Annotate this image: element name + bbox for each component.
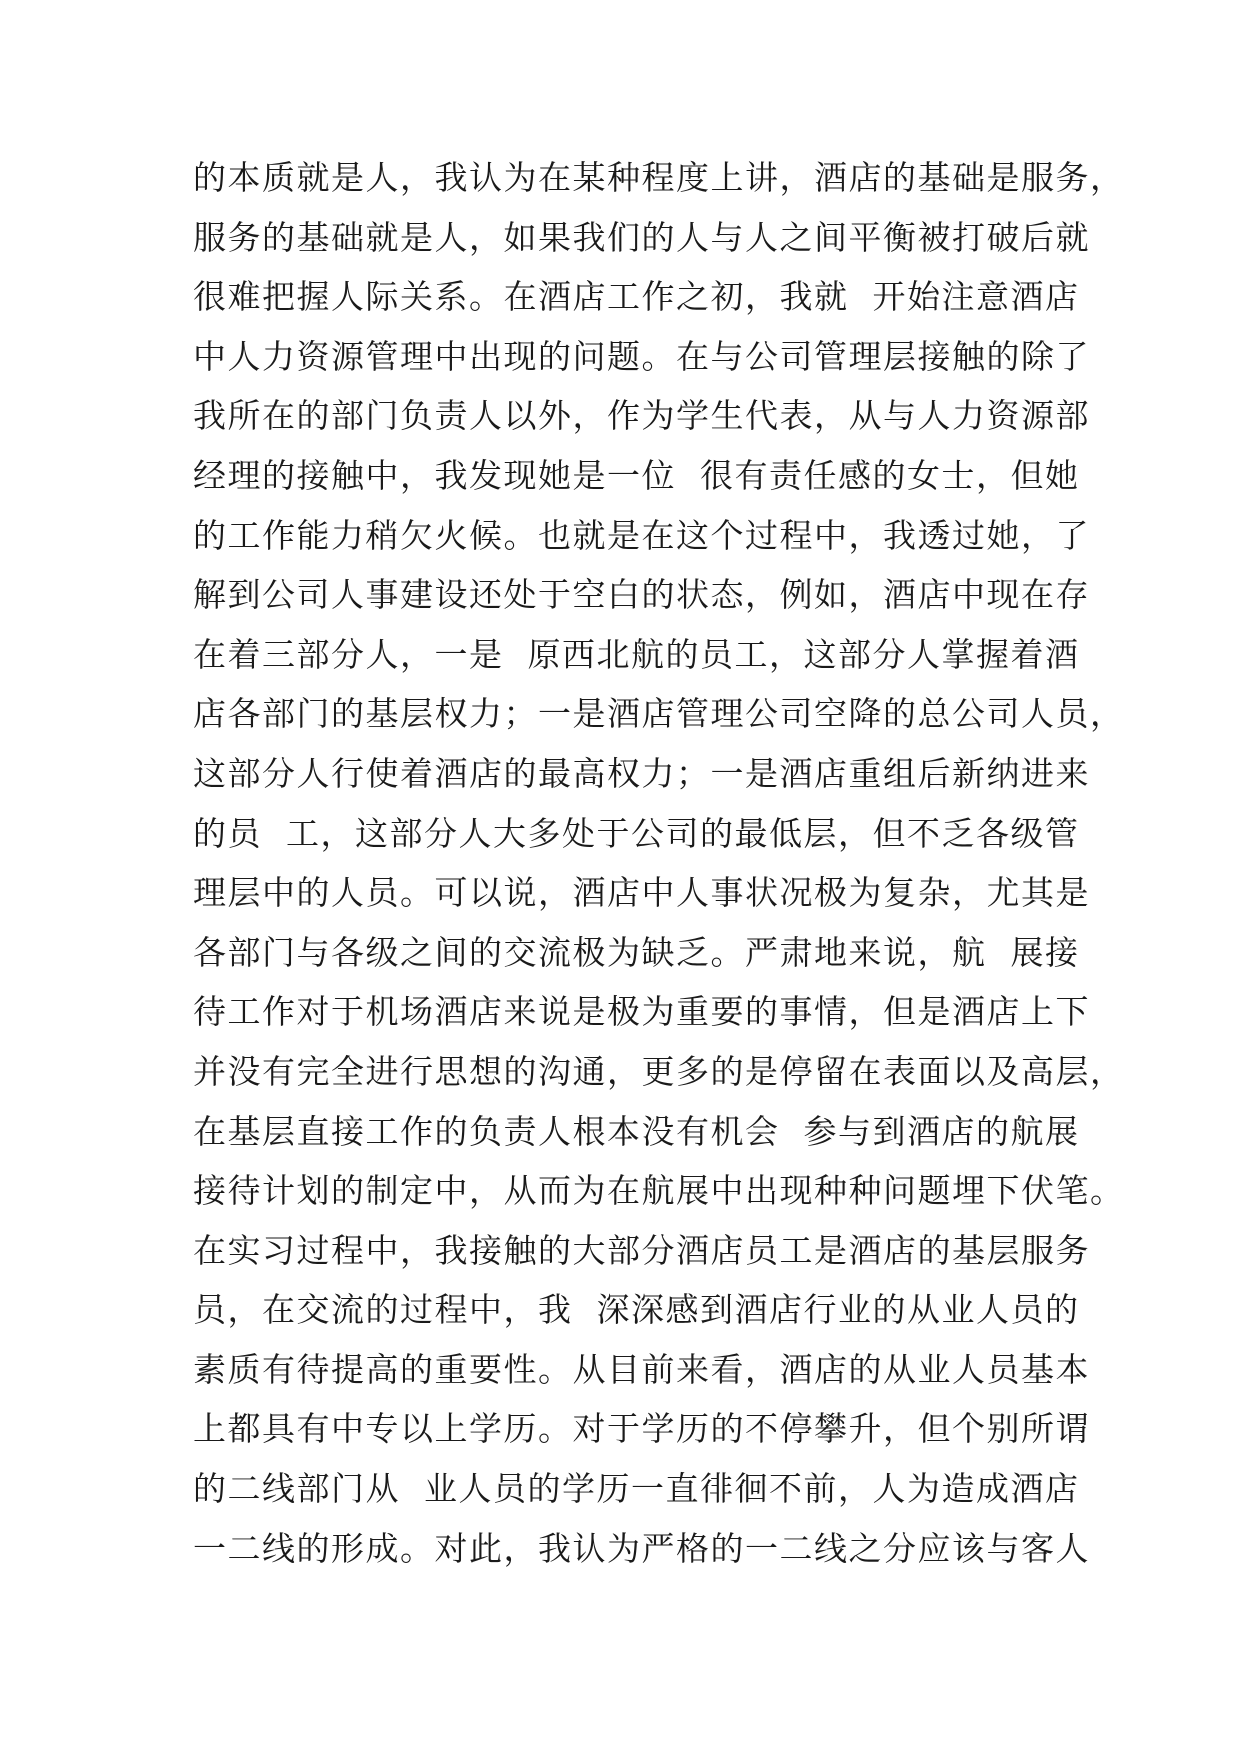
text-line: 一二线的形成。对此，我认为严格的一二线之分应该与客人 xyxy=(193,1528,1090,1568)
text-line: 的工作能力稍欠火候。也就是在这个过程中，我透过她，了 xyxy=(193,515,1090,555)
text-line: 上都具有中专以上学历。对于学历的不停攀升，但个别所谓 xyxy=(193,1409,1090,1449)
text-line: 接待计划的制定中，从而为在航展中出现种种问题埋下伏笔。 xyxy=(193,1171,1125,1211)
text-line: 的本质就是人，我认为在某种程度上讲，酒店的基础是服务， xyxy=(193,158,1125,197)
text-line: 各部门与各级之间的交流极为缺乏。严肃地来说，航 展接 xyxy=(193,932,1080,972)
text-line: 的员 工，这部分人大多处于公司的最低层，但不乏各级管 xyxy=(193,813,1080,853)
text-line: 解到公司人事建设还处于空白的状态，例如，酒店中现在存 xyxy=(193,575,1090,615)
text-line: 理层中的人员。可以说，酒店中人事状况极为复杂，尤其是 xyxy=(193,873,1090,913)
text-line: 经理的接触中，我发现她是一位 很有责任感的女士，但她 xyxy=(193,455,1080,495)
text-line: 很难把握人际关系。在酒店工作之初，我就 开始注意酒店 xyxy=(193,277,1080,317)
text-line: 的二线部门从 业人员的学历一直徘徊不前，人为造成酒店 xyxy=(193,1469,1080,1509)
text-line: 在实习过程中，我接触的大部分酒店员工是酒店的基层服务 xyxy=(193,1230,1090,1270)
text-line: 我所在的部门负责人以外，作为学生代表，从与人力资源部 xyxy=(193,396,1090,436)
text-line: 在基层直接工作的负责人根本没有机会 参与到酒店的航展 xyxy=(193,1111,1080,1151)
text-line: 员，在交流的过程中，我 深深感到酒店行业的从业人员的 xyxy=(193,1290,1080,1330)
text-line: 中人力资源管理中出现的问题。在与公司管理层接触的除了 xyxy=(193,336,1090,376)
text-line: 这部分人行使着酒店的最高权力；一是酒店重组后新纳进来 xyxy=(193,753,1090,793)
text-line: 并没有完全进行思想的沟通，更多的是停留在表面以及高层， xyxy=(193,1051,1125,1091)
text-line: 在着三部分人，一是 原西北航的员工，这部分人掌握着酒 xyxy=(193,634,1080,674)
body-text xyxy=(193,148,1125,1578)
text-line: 素质有待提高的重要性。从目前来看，酒店的从业人员基本 xyxy=(193,1349,1090,1389)
text-line: 店各部门的基层权力；一是酒店管理公司空降的总公司人员， xyxy=(193,694,1125,734)
text-line: 待工作对于机场酒店来说是极为重要的事情，但是酒店上下 xyxy=(193,992,1090,1032)
text-line: 服务的基础就是人，如果我们的人与人之间平衡被打破后就 xyxy=(193,217,1090,257)
